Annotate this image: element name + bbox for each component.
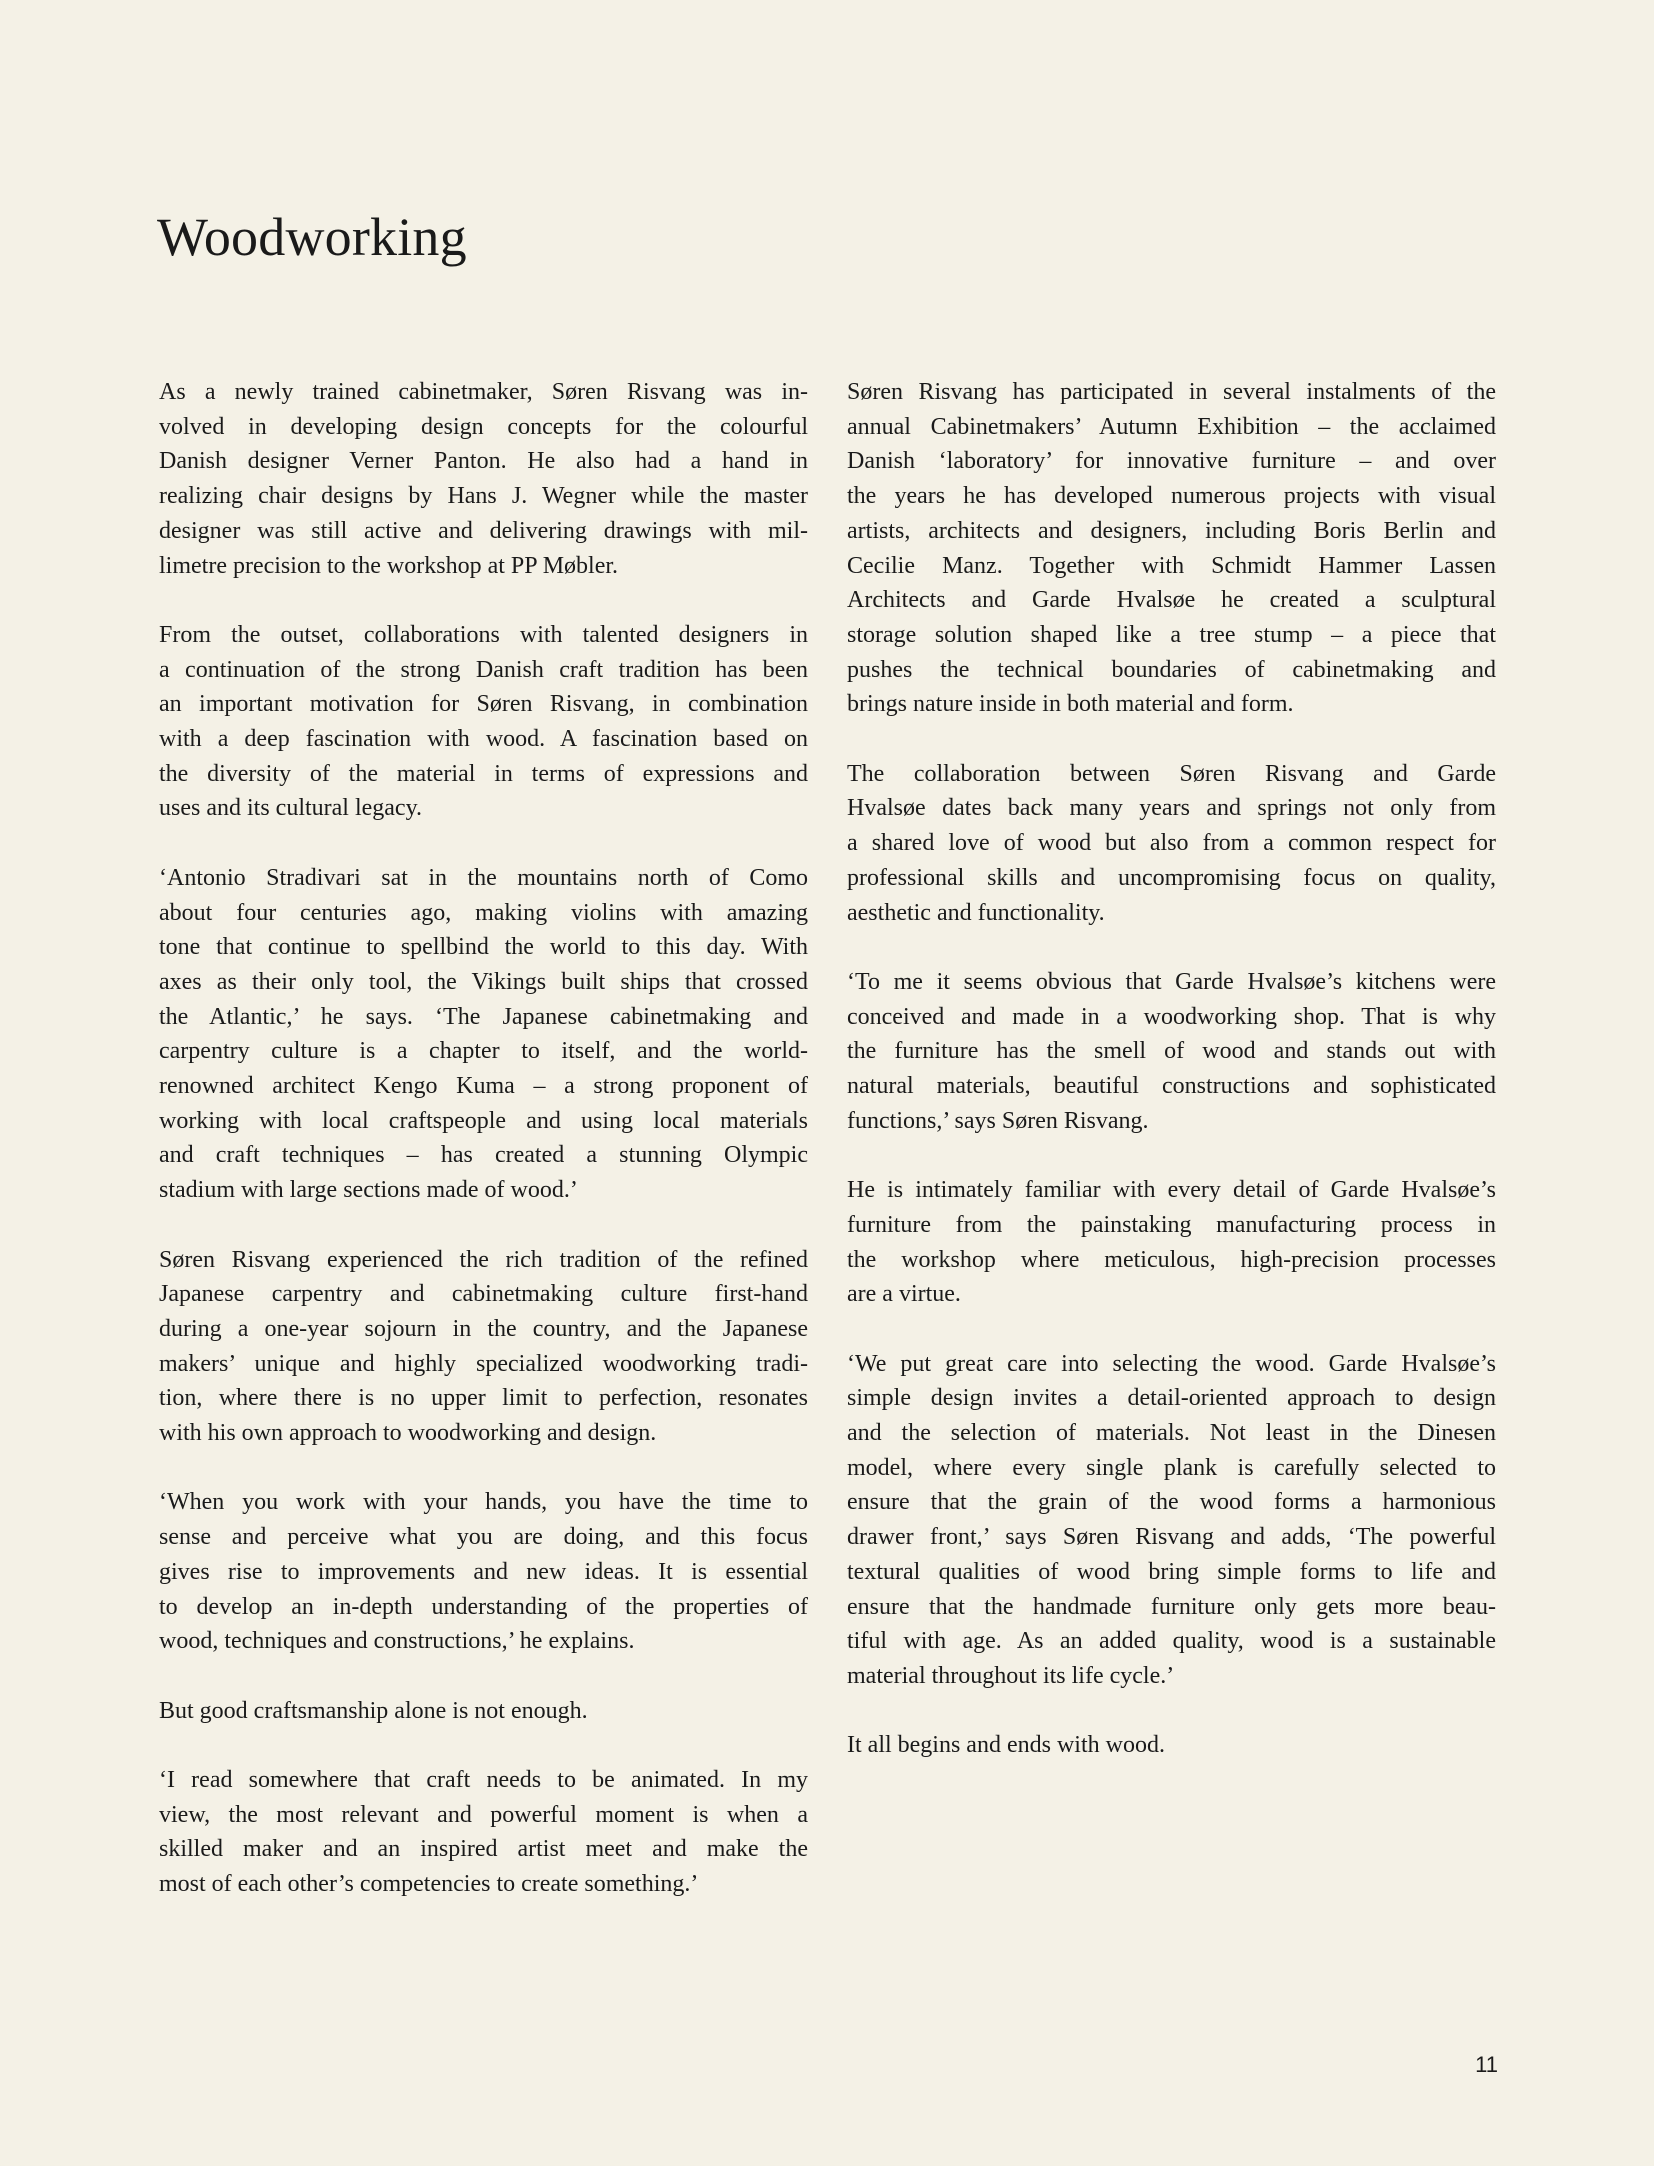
text-line: ‘When you work with your hands, you have the time to (159, 1489, 808, 1516)
text-line: about four centuries ago, making violins with amazing (159, 899, 808, 926)
text-line: to develop an in-depth understanding of the properties of (159, 1593, 808, 1620)
text-line: the workshop where meticulous, high-precision processes (847, 1246, 1496, 1273)
paragraph (159, 375, 808, 583)
text-line: Cecilie Manz. Together with Schmidt Hammer Lassen (847, 552, 1496, 579)
right-column (847, 375, 1496, 1798)
text-line: during a one-year sojourn in the country, and the Japanese (159, 1315, 808, 1342)
text-line: aesthetic and functionality. (847, 899, 1105, 926)
text-line: functions,’ says Søren Risvang. (847, 1107, 1149, 1134)
text-line: with his own approach to woodworking and design. (159, 1420, 657, 1447)
text-line: most of each other’s competencies to create something.’ (159, 1871, 699, 1898)
paragraph (159, 861, 808, 1208)
text-line: volved in developing design concepts for the colourful (159, 413, 808, 440)
text-line: As a newly trained cabinetmaker, Søren Risvang was in- (159, 379, 808, 405)
text-line: But good craftsmanship alone is not enough. (159, 1697, 588, 1724)
text-line: designer was still active and delivering drawings with mil- (159, 517, 808, 544)
text-line: Hvalsøe dates back many years and springs not only from (847, 795, 1496, 822)
text-line: a shared love of wood but also from a common respect for (847, 830, 1496, 857)
paragraph (159, 618, 808, 826)
text-line: gives rise to improvements and new ideas. It is essential (159, 1558, 808, 1585)
text-line: the years he has developed numerous projects with visual (847, 483, 1496, 510)
paragraph (159, 1485, 808, 1659)
paragraph (159, 1763, 808, 1902)
text-line: the Atlantic,’ he says. ‘The Japanese cabinetmaking and (159, 1003, 808, 1030)
text-line: drawer front,’ says Søren Risvang and adds, ‘The powerful (847, 1524, 1496, 1551)
text-line: makers’ unique and highly specialized woodworking tradi- (159, 1350, 808, 1377)
text-line: view, the most relevant and powerful moment is when a (159, 1801, 808, 1828)
text-line: ‘To me it seems obvious that Garde Hvalsøe’s kitchens were (847, 968, 1496, 995)
text-line: skilled maker and an inspired artist meet and make the (159, 1836, 808, 1863)
text-line: a continuation of the strong Danish craft tradition has been (159, 656, 808, 683)
text-line: Danish designer Verner Panton. He also had a hand in (159, 448, 808, 475)
text-line: It all begins and ends with wood. (847, 1732, 1165, 1759)
paragraph (847, 375, 1496, 722)
paragraph (847, 965, 1496, 1139)
text-line: professional skills and uncompromising focus on quality, (847, 864, 1496, 891)
text-line: natural materials, beautiful constructions and sophisticated (847, 1073, 1496, 1100)
text-line: model, where every single plank is carefully selected to (847, 1454, 1496, 1481)
text-line: ‘I read somewhere that craft needs to be animated. In my (159, 1767, 808, 1794)
text-line: brings nature inside in both material and form. (847, 691, 1294, 718)
text-line: realizing chair designs by Hans J. Wegner while the master (159, 483, 808, 510)
text-line: stadium with large sections made of wood.’ (159, 1177, 578, 1204)
text-line: furniture from the painstaking manufacturing process in (847, 1211, 1496, 1238)
text-line: working with local craftspeople and using local materials (159, 1107, 808, 1134)
text-line: renowned architect Kengo Kuma – a strong proponent of (159, 1073, 808, 1100)
text-line: axes as their only tool, the Vikings built ships that crossed (159, 968, 808, 995)
text-line: an important motivation for Søren Risvang, in combination (159, 691, 808, 718)
paragraph (159, 1243, 808, 1451)
text-line: Danish ‘laboratory’ for innovative furniture – and over (847, 448, 1496, 475)
text-line: tiful with age. As an added quality, wood is a sustainable (847, 1628, 1496, 1655)
paragraph (159, 1694, 808, 1729)
page-title: Woodworking (157, 207, 467, 267)
text-line: ensure that the grain of the wood forms a harmonious (847, 1489, 1496, 1516)
text-line: the furniture has the smell of wood and stands out with (847, 1038, 1496, 1065)
text-line: ‘We put great care into selecting the wood. Garde Hvalsøe’s (847, 1350, 1496, 1377)
page-number: 11 (1475, 2052, 1498, 2077)
text-line: storage solution shaped like a tree stump – a piece that (847, 621, 1496, 648)
text-line: The collaboration between Søren Risvang and Garde (847, 760, 1496, 787)
paragraph (847, 1173, 1496, 1312)
text-line: ensure that the handmade furniture only gets more beau- (847, 1593, 1496, 1620)
left-column (159, 375, 808, 1937)
text-line: Søren Risvang has participated in several instalments of the (847, 379, 1496, 405)
text-line: Japanese carpentry and cabinetmaking culture first-hand (159, 1281, 808, 1308)
paragraph (847, 1728, 1496, 1763)
text-line: with a deep fascination with wood. A fascination based on (159, 726, 808, 753)
text-line: Søren Risvang experienced the rich tradition of the refined (159, 1246, 808, 1273)
paragraph (847, 1347, 1496, 1694)
text-line: From the outset, collaborations with talented designers in (159, 621, 808, 648)
text-line: annual Cabinetmakers’ Autumn Exhibition – the acclaimed (847, 413, 1496, 440)
text-line: and the selection of materials. Not least in the Dinesen (847, 1420, 1496, 1447)
text-line: carpentry culture is a chapter to itself, and the world- (159, 1038, 808, 1065)
text-line: conceived and made in a woodworking shop. That is why (847, 1003, 1496, 1030)
text-line: wood, techniques and constructions,’ he explains. (159, 1628, 635, 1655)
text-line: tone that continue to spellbind the world to this day. With (159, 934, 808, 961)
text-line: textural qualities of wood bring simple forms to life and (847, 1558, 1496, 1585)
text-line: pushes the technical boundaries of cabinetmaking and (847, 656, 1496, 683)
text-line: are a virtue. (847, 1281, 961, 1308)
text-line: ‘Antonio Stradivari sat in the mountains north of Como (159, 864, 808, 891)
text-line: Architects and Garde Hvalsøe he created a sculptural (847, 587, 1496, 614)
text-line: tion, where there is no upper limit to perfection, resonates (159, 1385, 808, 1412)
text-line: the diversity of the material in terms of expressions and (159, 760, 808, 787)
text-line: artists, architects and designers, including Boris Berlin and (847, 517, 1496, 544)
text-line: and craft techniques – has created a stunning Olympic (159, 1142, 808, 1169)
text-line: simple design invites a detail-oriented approach to design (847, 1385, 1496, 1412)
text-line: uses and its cultural legacy. (159, 795, 423, 822)
text-line: material throughout its life cycle.’ (847, 1662, 1175, 1689)
text-line: limetre precision to the workshop at PP Møbler. (159, 552, 619, 579)
text-line: He is intimately familiar with every detail of Garde Hvalsøe’s (847, 1177, 1496, 1204)
paragraph (847, 757, 1496, 931)
text-line: sense and perceive what you are doing, and this focus (159, 1524, 808, 1551)
